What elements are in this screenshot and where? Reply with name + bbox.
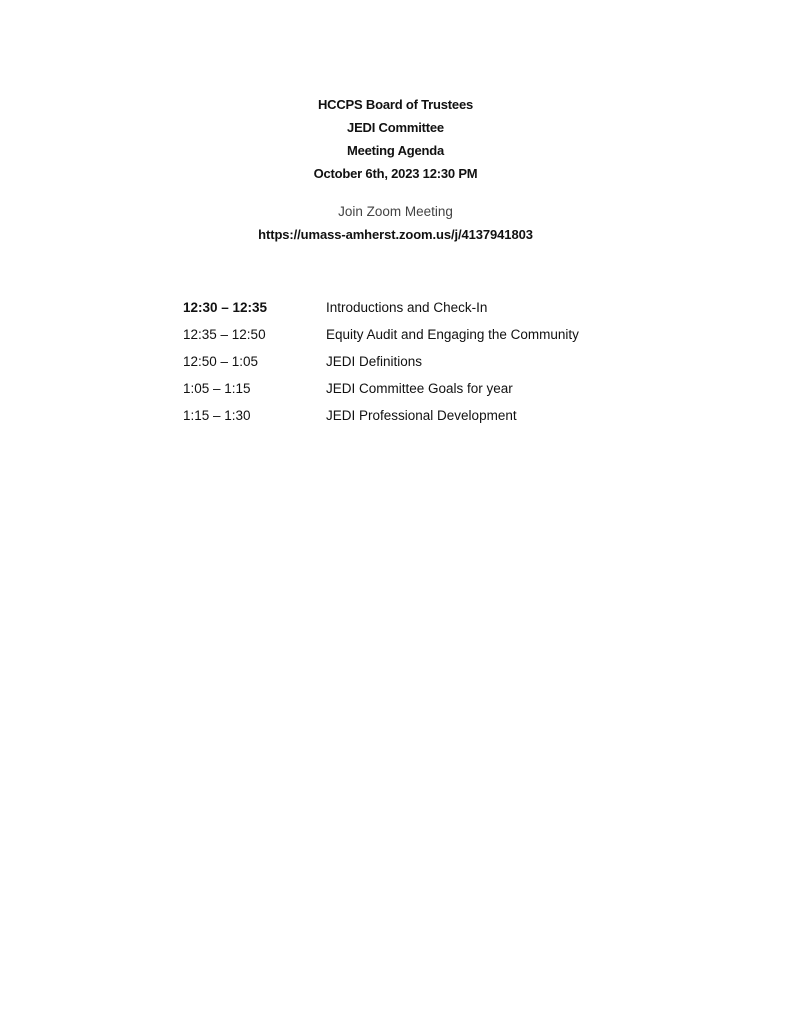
agenda-item: Equity Audit and Engaging the Community	[326, 327, 579, 342]
agenda-row	[183, 375, 683, 402]
agenda-time: 12:35 – 12:50	[183, 327, 266, 342]
agenda-item: JEDI Professional Development	[326, 408, 517, 423]
agenda-row	[183, 321, 683, 348]
agenda-time: 1:15 – 1:30	[183, 408, 251, 423]
document-title: Meeting Agenda	[346, 143, 445, 158]
zoom-meeting-link[interactable]: https://umass-amherst.zoom.us/j/4137941803	[258, 227, 533, 242]
agenda-list	[183, 294, 683, 429]
agenda-time: 1:05 – 1:15	[183, 381, 251, 396]
agenda-item: Introductions and Check-In	[326, 300, 488, 315]
agenda-time: 12:50 – 1:05	[183, 354, 259, 369]
join-zoom-label: Join Zoom Meeting	[338, 204, 453, 219]
agenda-row	[183, 402, 683, 429]
agenda-item: JEDI Committee Goals for year	[326, 381, 513, 396]
zoom-join-section	[0, 202, 791, 248]
agenda-time: 12:30 – 12:35	[183, 300, 268, 315]
agenda-item: JEDI Definitions	[326, 354, 423, 369]
organization-title: HCCPS Board of Trustees	[317, 97, 474, 112]
agenda-row	[183, 348, 683, 375]
committee-title: JEDI Committee	[347, 120, 444, 135]
meeting-date-time: October 6th, 2023 12:30 PM	[313, 166, 478, 181]
document-header	[0, 93, 791, 185]
agenda-row	[183, 294, 683, 321]
